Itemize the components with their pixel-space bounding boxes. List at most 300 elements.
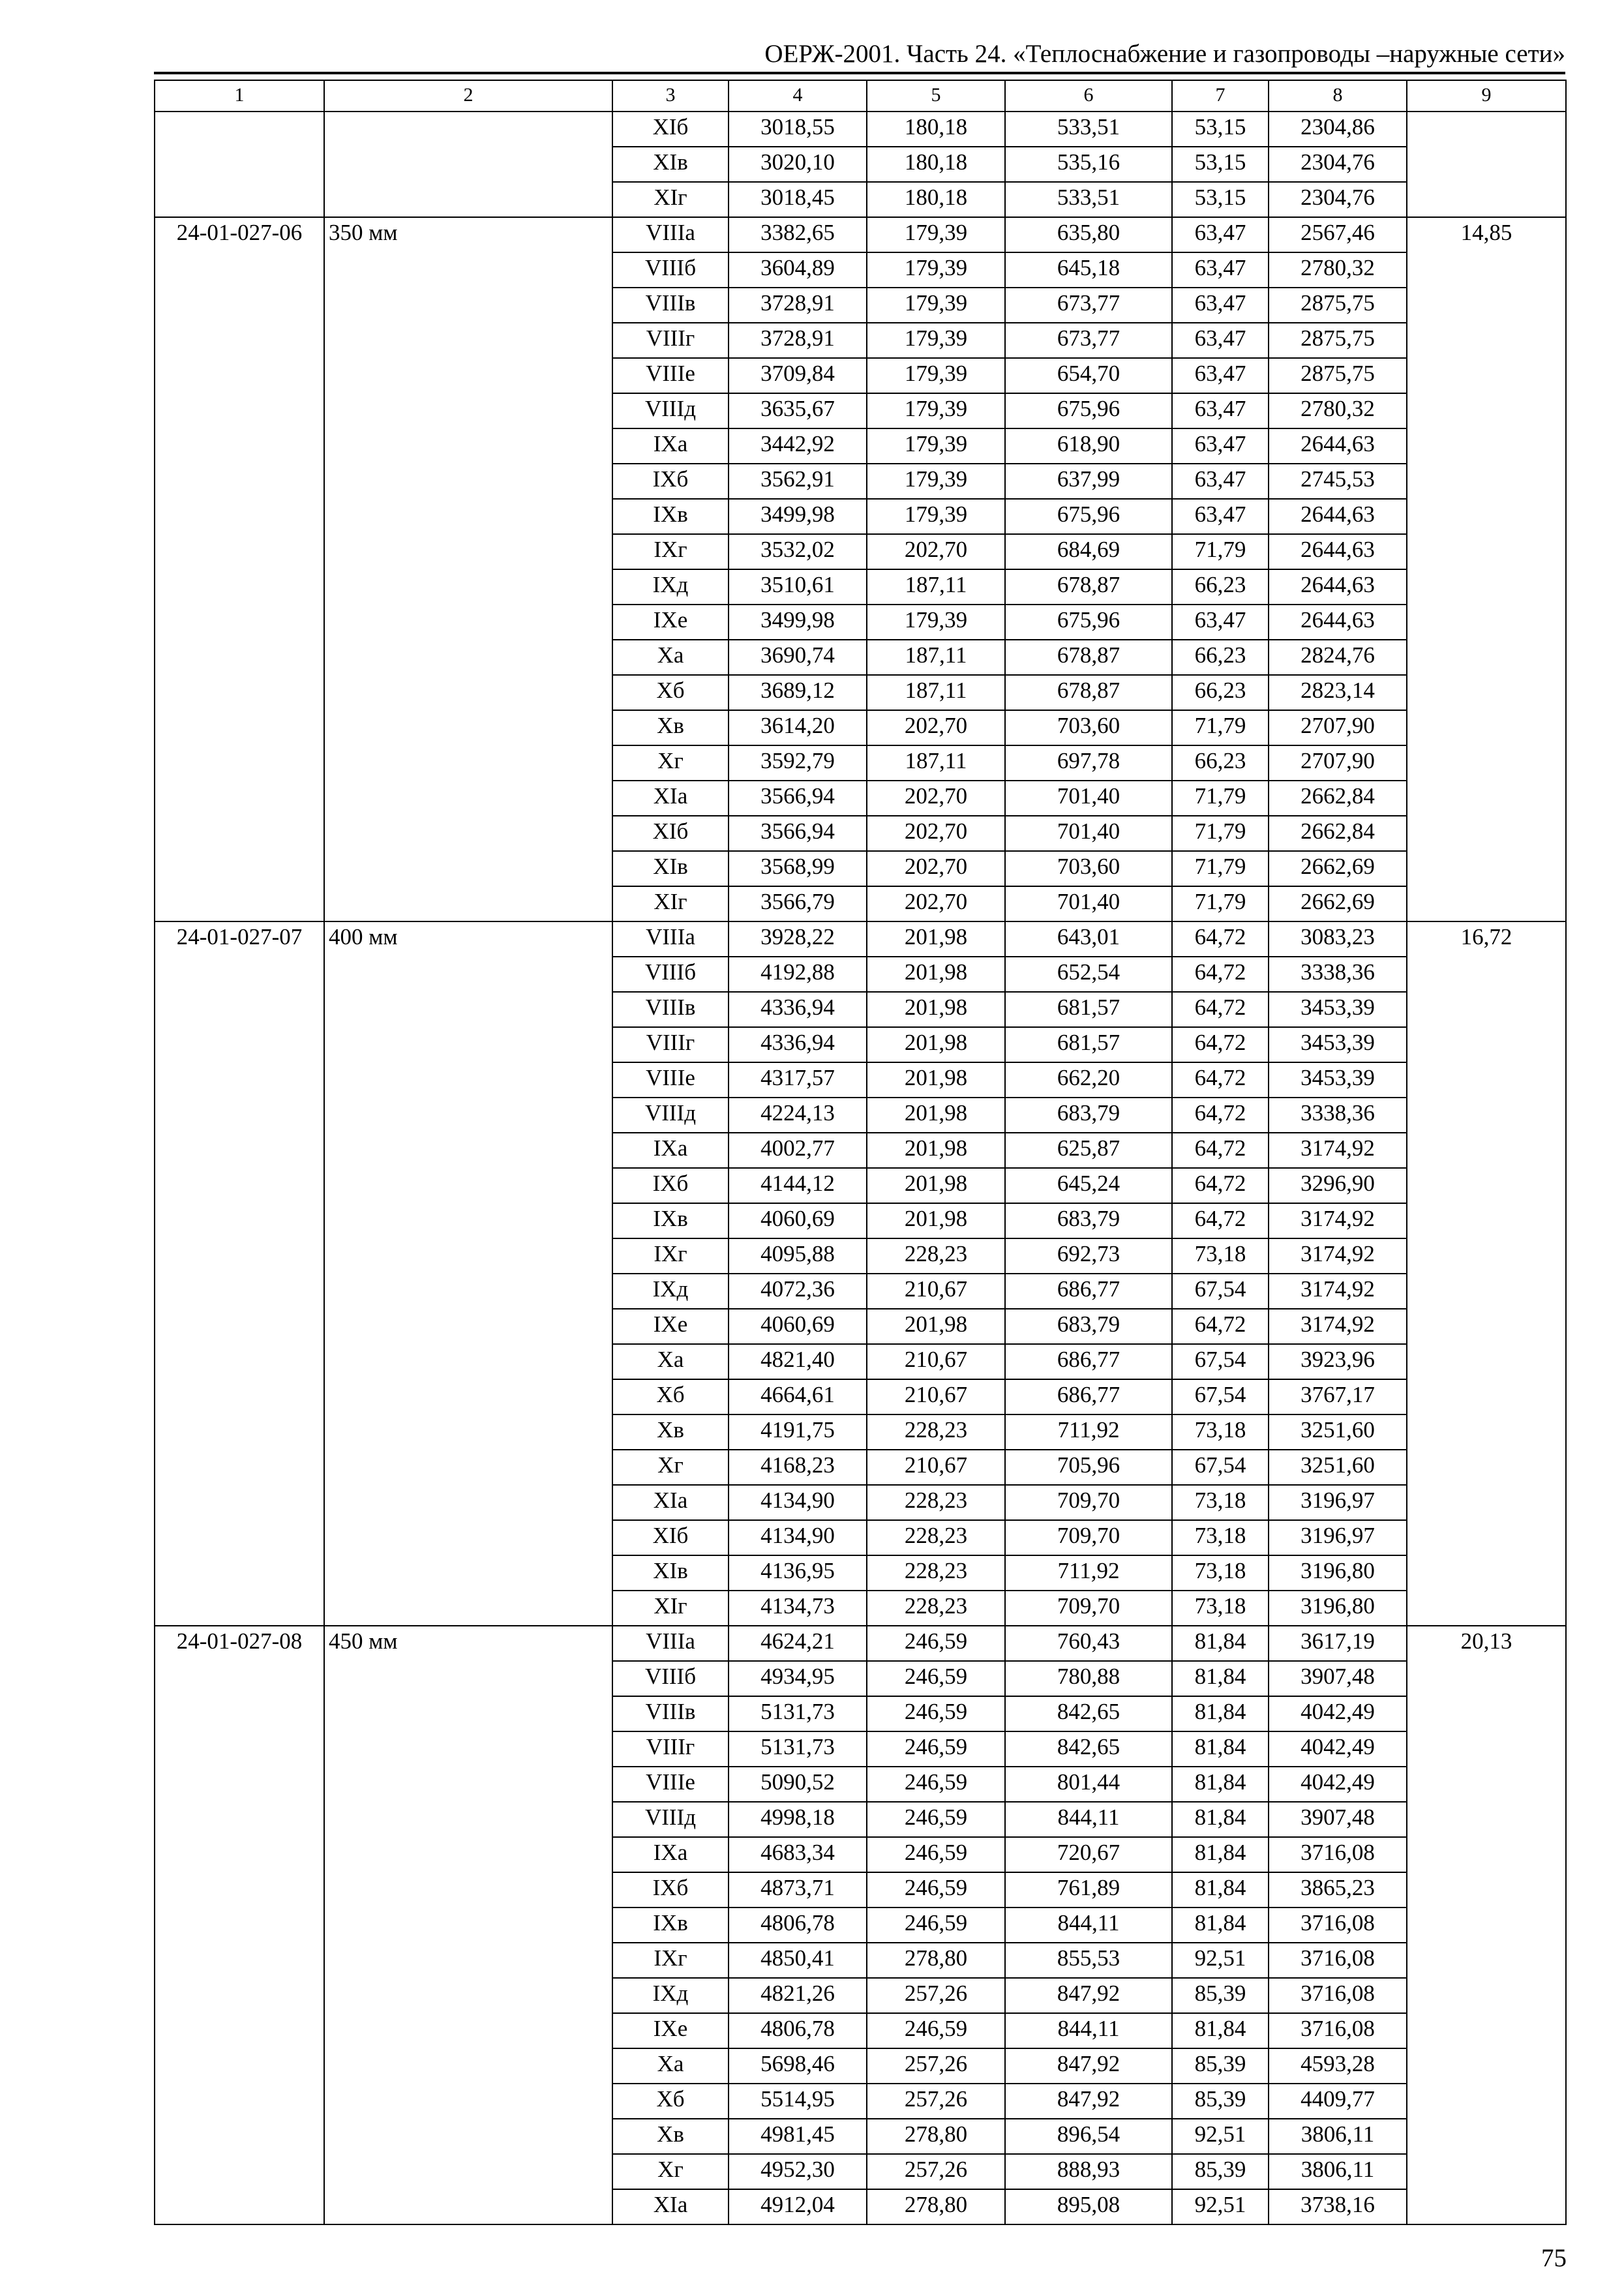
total-cost-cell: 4683,34 — [729, 1837, 867, 1872]
materials-cell: 3716,08 — [1269, 1978, 1407, 2013]
total-cost-cell: 4624,21 — [729, 1626, 867, 1661]
total-cost-cell: 4952,30 — [729, 2154, 867, 2189]
operator-wages-cell: 64,72 — [1172, 921, 1269, 957]
region-cell: IXе — [612, 1309, 729, 1344]
region-cell: Xа — [612, 640, 729, 675]
wages-cell: 257,26 — [867, 2084, 1005, 2119]
machines-cell: 844,11 — [1005, 1908, 1172, 1943]
total-cost-cell: 3604,89 — [729, 252, 867, 288]
materials-cell: 3716,08 — [1269, 1837, 1407, 1872]
operator-wages-cell: 71,79 — [1172, 816, 1269, 851]
machines-cell: 654,70 — [1005, 358, 1172, 393]
machines-cell: 760,43 — [1005, 1626, 1172, 1661]
operator-wages-cell: 81,84 — [1172, 1696, 1269, 1731]
total-cost-cell: 3532,02 — [729, 534, 867, 569]
region-cell: Xг — [612, 1450, 729, 1485]
region-cell: VIIIг — [612, 1731, 729, 1767]
region-cell: IXе — [612, 605, 729, 640]
operator-wages-cell: 85,39 — [1172, 2084, 1269, 2119]
materials-cell: 3174,92 — [1269, 1274, 1407, 1309]
operator-wages-cell: 63,47 — [1172, 288, 1269, 323]
operator-wages-cell: 71,79 — [1172, 851, 1269, 886]
pipe-diameter-cell — [324, 112, 612, 217]
machines-cell: 625,87 — [1005, 1133, 1172, 1168]
total-cost-cell: 4134,90 — [729, 1520, 867, 1555]
machines-cell: 681,57 — [1005, 1027, 1172, 1062]
region-cell: IXб — [612, 464, 729, 499]
total-cost-cell: 3018,45 — [729, 182, 867, 217]
region-cell: VIIIб — [612, 957, 729, 992]
materials-cell: 2823,14 — [1269, 675, 1407, 710]
total-cost-cell: 4806,78 — [729, 2013, 867, 2048]
materials-cell: 3923,96 — [1269, 1344, 1407, 1379]
region-cell: VIIIб — [612, 252, 729, 288]
operator-wages-cell: 71,79 — [1172, 781, 1269, 816]
column-header: 5 — [867, 80, 1005, 112]
machines-cell: 711,92 — [1005, 1555, 1172, 1591]
region-cell: IXг — [612, 1943, 729, 1978]
total-cost-cell: 3635,67 — [729, 393, 867, 428]
region-cell: VIIIд — [612, 393, 729, 428]
wages-cell: 246,59 — [867, 2013, 1005, 2048]
region-cell: VIIIв — [612, 992, 729, 1027]
wages-cell: 228,23 — [867, 1520, 1005, 1555]
region-cell: VIIIд — [612, 1098, 729, 1133]
total-cost-cell: 5131,73 — [729, 1731, 867, 1767]
operator-wages-cell: 64,72 — [1172, 1309, 1269, 1344]
total-cost-cell: 4072,36 — [729, 1274, 867, 1309]
total-cost-cell: 4998,18 — [729, 1802, 867, 1837]
machines-cell: 686,77 — [1005, 1344, 1172, 1379]
page-number: 75 — [1541, 2244, 1567, 2272]
region-cell: Xб — [612, 1379, 729, 1414]
wages-cell: 179,39 — [867, 499, 1005, 534]
total-cost-cell: 3020,10 — [729, 147, 867, 182]
wages-cell: 246,59 — [867, 1872, 1005, 1908]
operator-wages-cell: 63,47 — [1172, 252, 1269, 288]
table-row — [155, 921, 1566, 957]
operator-wages-cell: 67,54 — [1172, 1379, 1269, 1414]
total-cost-cell: 3728,91 — [729, 323, 867, 358]
region-cell: Xа — [612, 1344, 729, 1379]
total-cost-cell: 4224,13 — [729, 1098, 867, 1133]
machines-cell: 801,44 — [1005, 1767, 1172, 1802]
wages-cell: 180,18 — [867, 182, 1005, 217]
wages-cell: 179,39 — [867, 323, 1005, 358]
operator-wages-cell: 67,54 — [1172, 1274, 1269, 1309]
total-cost-cell: 4191,75 — [729, 1414, 867, 1450]
operator-wages-cell: 64,72 — [1172, 992, 1269, 1027]
total-cost-cell: 3614,20 — [729, 710, 867, 745]
materials-cell: 3907,48 — [1269, 1802, 1407, 1837]
materials-cell: 2304,76 — [1269, 147, 1407, 182]
total-cost-cell: 4134,90 — [729, 1485, 867, 1520]
column-header: 4 — [729, 80, 867, 112]
machines-cell: 697,78 — [1005, 745, 1172, 781]
operator-wages-cell: 81,84 — [1172, 2013, 1269, 2048]
materials-cell: 3716,08 — [1269, 1943, 1407, 1978]
materials-cell: 3083,23 — [1269, 921, 1407, 957]
wages-cell: 228,23 — [867, 1238, 1005, 1274]
materials-cell: 4042,49 — [1269, 1731, 1407, 1767]
region-cell: XIв — [612, 851, 729, 886]
materials-cell: 2707,90 — [1269, 710, 1407, 745]
materials-cell: 3453,39 — [1269, 1062, 1407, 1098]
materials-cell: 3617,19 — [1269, 1626, 1407, 1661]
total-cost-cell: 4912,04 — [729, 2189, 867, 2224]
wages-cell: 201,98 — [867, 1168, 1005, 1203]
region-cell: VIIIа — [612, 1626, 729, 1661]
wages-cell: 179,39 — [867, 605, 1005, 640]
region-cell: VIIIа — [612, 217, 729, 252]
operator-wages-cell: 85,39 — [1172, 2154, 1269, 2189]
wages-cell: 202,70 — [867, 886, 1005, 921]
region-cell: IXе — [612, 2013, 729, 2048]
total-cost-cell: 3566,79 — [729, 886, 867, 921]
operator-wages-cell: 73,18 — [1172, 1414, 1269, 1450]
machines-cell: 844,11 — [1005, 2013, 1172, 2048]
materials-cell: 3196,80 — [1269, 1555, 1407, 1591]
region-cell: XIа — [612, 1485, 729, 1520]
total-cost-cell: 4134,73 — [729, 1591, 867, 1626]
operator-wages-cell: 63,47 — [1172, 323, 1269, 358]
materials-cell: 3296,90 — [1269, 1168, 1407, 1203]
region-cell: XIа — [612, 781, 729, 816]
region-cell: Xб — [612, 2084, 729, 2119]
machines-cell: 635,80 — [1005, 217, 1172, 252]
region-cell: XIб — [612, 1520, 729, 1555]
region-cell: Xв — [612, 710, 729, 745]
machines-cell: 533,51 — [1005, 182, 1172, 217]
operator-wages-cell: 63,47 — [1172, 499, 1269, 534]
header-divider — [154, 72, 1565, 74]
table-row — [155, 1626, 1566, 1661]
region-cell: Xа — [612, 2048, 729, 2084]
machines-cell: 678,87 — [1005, 569, 1172, 605]
wages-cell: 179,39 — [867, 393, 1005, 428]
wages-cell: 202,70 — [867, 710, 1005, 745]
operator-wages-cell: 53,15 — [1172, 112, 1269, 147]
operator-wages-cell: 73,18 — [1172, 1591, 1269, 1626]
materials-cell: 2875,75 — [1269, 288, 1407, 323]
column-header: 7 — [1172, 80, 1269, 112]
wages-cell: 202,70 — [867, 534, 1005, 569]
total-cost-cell: 5698,46 — [729, 2048, 867, 2084]
table-body — [155, 112, 1566, 2224]
machines-cell: 652,54 — [1005, 957, 1172, 992]
operator-wages-cell: 53,15 — [1172, 182, 1269, 217]
total-cost-cell: 5514,95 — [729, 2084, 867, 2119]
wages-cell: 180,18 — [867, 147, 1005, 182]
materials-cell: 3196,80 — [1269, 1591, 1407, 1626]
operator-wages-cell: 73,18 — [1172, 1520, 1269, 1555]
operator-wages-cell: 63,47 — [1172, 464, 1269, 499]
operator-wages-cell: 81,84 — [1172, 1661, 1269, 1696]
machines-cell: 683,79 — [1005, 1309, 1172, 1344]
materials-cell: 3716,08 — [1269, 1908, 1407, 1943]
operator-wages-cell: 64,72 — [1172, 1062, 1269, 1098]
total-cost-cell: 3562,91 — [729, 464, 867, 499]
region-cell: VIIIв — [612, 1696, 729, 1731]
region-cell: XIа — [612, 2189, 729, 2224]
materials-cell: 3174,92 — [1269, 1133, 1407, 1168]
pipe-diameter-cell: 400 мм — [324, 921, 612, 1626]
operator-wages-cell: 63,47 — [1172, 393, 1269, 428]
operator-wages-cell: 64,72 — [1172, 1133, 1269, 1168]
wages-cell: 179,39 — [867, 288, 1005, 323]
materials-cell: 3196,97 — [1269, 1485, 1407, 1520]
operator-wages-cell: 67,54 — [1172, 1344, 1269, 1379]
materials-cell: 2304,86 — [1269, 112, 1407, 147]
total-cost-cell: 3568,99 — [729, 851, 867, 886]
total-cost-cell: 4981,45 — [729, 2119, 867, 2154]
region-cell: VIIIд — [612, 1802, 729, 1837]
materials-cell: 3453,39 — [1269, 992, 1407, 1027]
total-cost-cell: 3442,92 — [729, 428, 867, 464]
operator-wages-cell: 53,15 — [1172, 147, 1269, 182]
total-cost-cell: 4136,95 — [729, 1555, 867, 1591]
materials-cell: 3174,92 — [1269, 1309, 1407, 1344]
region-cell: VIIIг — [612, 323, 729, 358]
operator-wages-cell: 81,84 — [1172, 1731, 1269, 1767]
materials-cell: 2644,63 — [1269, 499, 1407, 534]
machines-cell: 686,77 — [1005, 1274, 1172, 1309]
machines-cell: 844,11 — [1005, 1802, 1172, 1837]
region-cell: XIг — [612, 182, 729, 217]
region-cell: XIг — [612, 1591, 729, 1626]
total-cost-cell: 4060,69 — [729, 1203, 867, 1238]
total-cost-cell: 4060,69 — [729, 1309, 867, 1344]
total-cost-cell: 4336,94 — [729, 992, 867, 1027]
total-cost-cell: 4664,61 — [729, 1379, 867, 1414]
region-cell: IXа — [612, 1837, 729, 1872]
wages-cell: 257,26 — [867, 2048, 1005, 2084]
region-cell: IXа — [612, 428, 729, 464]
wages-cell: 201,98 — [867, 1133, 1005, 1168]
machines-cell: 675,96 — [1005, 393, 1172, 428]
region-cell: VIIIг — [612, 1027, 729, 1062]
region-cell: VIIIе — [612, 1767, 729, 1802]
operator-wages-cell: 66,23 — [1172, 675, 1269, 710]
operator-wages-cell: 73,18 — [1172, 1238, 1269, 1274]
materials-cell: 2875,75 — [1269, 323, 1407, 358]
wages-cell: 179,39 — [867, 464, 1005, 499]
machines-cell: 888,93 — [1005, 2154, 1172, 2189]
machines-cell: 645,24 — [1005, 1168, 1172, 1203]
materials-cell: 3174,92 — [1269, 1203, 1407, 1238]
wages-cell: 201,98 — [867, 1098, 1005, 1133]
machines-cell: 673,77 — [1005, 288, 1172, 323]
region-cell: IXв — [612, 499, 729, 534]
materials-cell: 3196,97 — [1269, 1520, 1407, 1555]
materials-cell: 4409,77 — [1269, 2084, 1407, 2119]
machines-cell: 780,88 — [1005, 1661, 1172, 1696]
machines-cell: 842,65 — [1005, 1696, 1172, 1731]
pipe-diameter-cell: 450 мм — [324, 1626, 612, 2224]
total-cost-cell: 4144,12 — [729, 1168, 867, 1203]
operator-wages-cell: 66,23 — [1172, 640, 1269, 675]
page-header — [154, 39, 1565, 74]
operator-wages-cell: 64,72 — [1172, 1098, 1269, 1133]
total-cost-cell: 3566,94 — [729, 781, 867, 816]
machines-cell: 673,77 — [1005, 323, 1172, 358]
region-cell: Xг — [612, 745, 729, 781]
total-cost-cell: 3928,22 — [729, 921, 867, 957]
total-cost-cell: 4806,78 — [729, 1908, 867, 1943]
operator-wages-cell: 92,51 — [1172, 2119, 1269, 2154]
column-header: 9 — [1407, 80, 1566, 112]
operator-wages-cell: 73,18 — [1172, 1485, 1269, 1520]
column-header: 2 — [324, 80, 612, 112]
total-cost-cell: 3018,55 — [729, 112, 867, 147]
region-cell: IXб — [612, 1872, 729, 1908]
wages-cell: 210,67 — [867, 1274, 1005, 1309]
labor-cost-cell: 14,85 — [1407, 217, 1566, 921]
wages-cell: 210,67 — [867, 1379, 1005, 1414]
wages-cell: 179,39 — [867, 252, 1005, 288]
wages-cell: 246,59 — [867, 1767, 1005, 1802]
wages-cell: 246,59 — [867, 1837, 1005, 1872]
wages-cell: 201,98 — [867, 1203, 1005, 1238]
region-cell: VIIIб — [612, 1661, 729, 1696]
operator-wages-cell: 81,84 — [1172, 1802, 1269, 1837]
wages-cell: 257,26 — [867, 1978, 1005, 2013]
operator-wages-cell: 81,84 — [1172, 1872, 1269, 1908]
total-cost-cell: 3728,91 — [729, 288, 867, 323]
machines-cell: 703,60 — [1005, 710, 1172, 745]
region-cell: IXв — [612, 1908, 729, 1943]
machines-cell: 675,96 — [1005, 605, 1172, 640]
total-cost-cell: 4873,71 — [729, 1872, 867, 1908]
machines-cell: 847,92 — [1005, 1978, 1172, 2013]
machines-cell: 686,77 — [1005, 1379, 1172, 1414]
operator-wages-cell: 81,84 — [1172, 1837, 1269, 1872]
machines-cell: 847,92 — [1005, 2084, 1172, 2119]
materials-cell: 2707,90 — [1269, 745, 1407, 781]
total-cost-cell: 4821,40 — [729, 1344, 867, 1379]
total-cost-cell: 4336,94 — [729, 1027, 867, 1062]
wages-cell: 202,70 — [867, 816, 1005, 851]
total-cost-cell: 3592,79 — [729, 745, 867, 781]
region-cell: IXв — [612, 1203, 729, 1238]
materials-cell: 3716,08 — [1269, 2013, 1407, 2048]
materials-cell: 2875,75 — [1269, 358, 1407, 393]
materials-cell: 2662,84 — [1269, 781, 1407, 816]
column-header: 6 — [1005, 80, 1172, 112]
machines-cell: 709,70 — [1005, 1520, 1172, 1555]
materials-cell: 3174,92 — [1269, 1238, 1407, 1274]
table-row — [155, 112, 1566, 147]
materials-cell: 3338,36 — [1269, 1098, 1407, 1133]
total-cost-cell: 5090,52 — [729, 1767, 867, 1802]
resource-code-cell: 24-01-027-08 — [155, 1626, 324, 2224]
machines-cell: 678,87 — [1005, 640, 1172, 675]
column-header: 3 — [612, 80, 729, 112]
machines-cell: 703,60 — [1005, 851, 1172, 886]
machines-cell: 701,40 — [1005, 816, 1172, 851]
materials-cell: 2644,63 — [1269, 569, 1407, 605]
total-cost-cell: 3709,84 — [729, 358, 867, 393]
wages-cell: 228,23 — [867, 1485, 1005, 1520]
materials-cell: 2644,63 — [1269, 428, 1407, 464]
materials-cell: 3907,48 — [1269, 1661, 1407, 1696]
materials-cell: 2567,46 — [1269, 217, 1407, 252]
operator-wages-cell: 67,54 — [1172, 1450, 1269, 1485]
operator-wages-cell: 81,84 — [1172, 1626, 1269, 1661]
wages-cell: 179,39 — [867, 217, 1005, 252]
wages-cell: 201,98 — [867, 992, 1005, 1027]
materials-cell: 2662,84 — [1269, 816, 1407, 851]
materials-cell: 3865,23 — [1269, 1872, 1407, 1908]
resource-code-cell: 24-01-027-06 — [155, 217, 324, 921]
pipe-diameter-cell: 350 мм — [324, 217, 612, 921]
region-cell: VIIIа — [612, 921, 729, 957]
region-cell: VIIIе — [612, 1062, 729, 1098]
region-cell: XIв — [612, 1555, 729, 1591]
materials-cell: 4042,49 — [1269, 1696, 1407, 1731]
column-header: 1 — [155, 80, 324, 112]
machines-cell: 701,40 — [1005, 781, 1172, 816]
wages-cell: 246,59 — [867, 1696, 1005, 1731]
region-cell: VIIIе — [612, 358, 729, 393]
wages-cell: 246,59 — [867, 1802, 1005, 1837]
machines-cell: 675,96 — [1005, 499, 1172, 534]
machines-cell: 701,40 — [1005, 886, 1172, 921]
machines-cell: 705,96 — [1005, 1450, 1172, 1485]
operator-wages-cell: 81,84 — [1172, 1767, 1269, 1802]
materials-cell: 2662,69 — [1269, 851, 1407, 886]
operator-wages-cell: 66,23 — [1172, 745, 1269, 781]
region-cell: IXа — [612, 1133, 729, 1168]
operator-wages-cell: 64,72 — [1172, 1168, 1269, 1203]
machines-cell: 709,70 — [1005, 1591, 1172, 1626]
materials-cell: 3338,36 — [1269, 957, 1407, 992]
total-cost-cell: 5131,73 — [729, 1696, 867, 1731]
region-cell: XIб — [612, 112, 729, 147]
operator-wages-cell: 63,47 — [1172, 358, 1269, 393]
total-cost-cell: 4192,88 — [729, 957, 867, 992]
machines-cell: 896,54 — [1005, 2119, 1172, 2154]
total-cost-cell: 4168,23 — [729, 1450, 867, 1485]
total-cost-cell: 3689,12 — [729, 675, 867, 710]
machines-cell: 761,89 — [1005, 1872, 1172, 1908]
machines-cell: 692,73 — [1005, 1238, 1172, 1274]
region-cell: VIIIв — [612, 288, 729, 323]
wages-cell: 179,39 — [867, 428, 1005, 464]
wages-cell: 278,80 — [867, 1943, 1005, 1978]
operator-wages-cell: 64,72 — [1172, 1027, 1269, 1062]
machines-cell: 645,18 — [1005, 252, 1172, 288]
wages-cell: 179,39 — [867, 358, 1005, 393]
operator-wages-cell: 63,47 — [1172, 428, 1269, 464]
materials-cell: 2304,76 — [1269, 182, 1407, 217]
wages-cell: 180,18 — [867, 112, 1005, 147]
total-cost-cell: 4095,88 — [729, 1238, 867, 1274]
wages-cell: 246,59 — [867, 1908, 1005, 1943]
region-cell: IXд — [612, 1978, 729, 2013]
wages-cell: 201,98 — [867, 921, 1005, 957]
operator-wages-cell: 71,79 — [1172, 710, 1269, 745]
wages-cell: 187,11 — [867, 675, 1005, 710]
wages-cell: 210,67 — [867, 1450, 1005, 1485]
machines-cell: 643,01 — [1005, 921, 1172, 957]
materials-cell: 3806,11 — [1269, 2154, 1407, 2189]
machines-cell: 847,92 — [1005, 2048, 1172, 2084]
total-cost-cell: 3499,98 — [729, 605, 867, 640]
machines-cell: 684,69 — [1005, 534, 1172, 569]
wages-cell: 187,11 — [867, 745, 1005, 781]
column-header: 8 — [1269, 80, 1407, 112]
